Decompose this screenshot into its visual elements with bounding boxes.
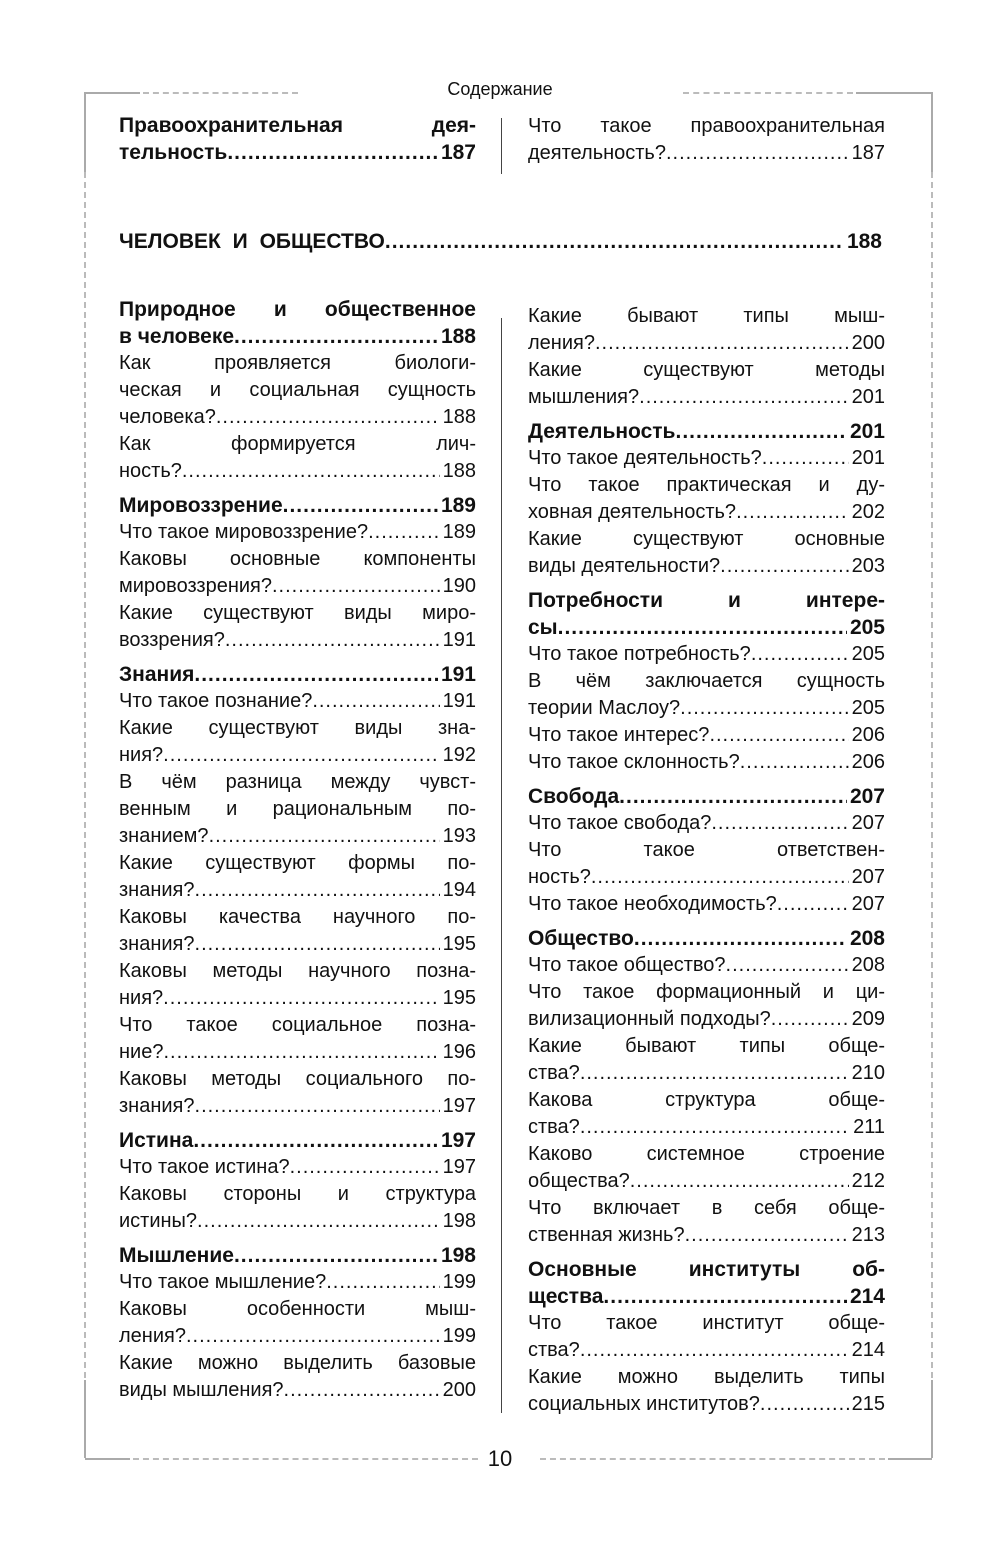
toc-entry[interactable] bbox=[528, 472, 885, 526]
entry-text: Что такое склонность? bbox=[528, 751, 740, 773]
entry-text: Что такое мышление? bbox=[119, 1271, 327, 1293]
entry-text: Что такое потребность? bbox=[528, 643, 751, 665]
toc-entry[interactable] bbox=[528, 641, 885, 668]
dot-leader bbox=[685, 1222, 849, 1249]
entry-last-line bbox=[119, 1093, 476, 1120]
toc-entry[interactable] bbox=[119, 1066, 476, 1120]
dot-leader bbox=[227, 139, 438, 166]
entry-page-number: 207 bbox=[851, 812, 885, 834]
entry-text: Каковы стороны и структура bbox=[119, 1183, 476, 1205]
entry-text: Что такое деятельность? bbox=[528, 447, 762, 469]
entry-last-line bbox=[528, 891, 885, 918]
dot-leader bbox=[195, 877, 440, 904]
entry-text: мышления? bbox=[528, 386, 640, 408]
dot-leader bbox=[751, 641, 849, 668]
entry-text: в человеке bbox=[119, 325, 235, 348]
entry-page-number: 192 bbox=[442, 744, 476, 766]
entry-page-number: 200 bbox=[442, 1379, 476, 1401]
toc-entry[interactable] bbox=[528, 357, 885, 411]
entry-last-line bbox=[119, 492, 476, 519]
entry-last-line bbox=[119, 1208, 476, 1235]
entry-page-number: 214 bbox=[851, 1339, 885, 1361]
toc-entry[interactable] bbox=[119, 850, 476, 904]
entry-text: Мышление bbox=[119, 1244, 234, 1267]
entry-page-number: 188 bbox=[442, 460, 476, 482]
entry-last-line bbox=[119, 742, 476, 769]
entry-last-line bbox=[119, 1377, 476, 1404]
entry-text: Что такое познание? bbox=[119, 690, 313, 712]
entry-text: ховная деятельность? bbox=[528, 501, 737, 523]
toc-heading[interactable] bbox=[119, 296, 476, 350]
entry-last-line bbox=[119, 139, 476, 166]
entry-text: человека? bbox=[119, 406, 216, 428]
entry-last-line bbox=[528, 614, 885, 641]
entry-last-line bbox=[528, 722, 885, 749]
entry-text: В чём разница между чувст- bbox=[119, 771, 476, 793]
entry-text: Как формируется лич- bbox=[119, 433, 476, 455]
entry-last-line bbox=[119, 877, 476, 904]
column-divider bbox=[501, 318, 502, 1413]
entry-last-line bbox=[119, 1127, 476, 1154]
toc-entry[interactable] bbox=[528, 445, 885, 472]
entry-page-number: 197 bbox=[442, 1095, 476, 1117]
entry-text: Каковы особенности мыш- bbox=[119, 1298, 476, 1320]
entry-last-line bbox=[528, 925, 885, 952]
toc-entry[interactable] bbox=[119, 1012, 476, 1066]
entry-page-number: 189 bbox=[442, 521, 476, 543]
entry-text: Природное и общественное bbox=[119, 298, 476, 321]
dot-leader bbox=[777, 891, 849, 918]
entry-text: виды мышления? bbox=[119, 1379, 284, 1401]
entry-text: Какие бывают типы мыш- bbox=[528, 305, 885, 327]
toc-entry[interactable] bbox=[528, 1364, 885, 1418]
dot-leader bbox=[726, 952, 849, 979]
entry-last-line bbox=[528, 1114, 885, 1141]
entry-text: знания? bbox=[119, 879, 195, 901]
dot-leader bbox=[736, 499, 849, 526]
section-title: ЧЕЛОВЕК И ОБЩЕСТВО bbox=[119, 230, 385, 253]
entry-page-number: 207 bbox=[851, 866, 885, 888]
toc-entry[interactable] bbox=[119, 1296, 476, 1350]
section-heading[interactable] bbox=[119, 228, 882, 256]
entry-text: Что такое формационный и ци- bbox=[528, 981, 885, 1003]
entry-text: Знания bbox=[119, 663, 195, 686]
entry-last-line bbox=[528, 384, 885, 411]
toc-entry[interactable] bbox=[119, 600, 476, 654]
entry-text: Свобода bbox=[528, 785, 620, 808]
entry-text: Что такое ответствен- bbox=[528, 839, 885, 861]
entry-text: ния? bbox=[119, 744, 164, 766]
dot-leader bbox=[312, 688, 439, 715]
dot-leader bbox=[639, 384, 848, 411]
entry-page-number: 191 bbox=[442, 629, 476, 651]
entry-text: Каковы методы научного позна- bbox=[119, 960, 476, 982]
entry-page-number: 201 bbox=[851, 447, 885, 469]
dot-leader bbox=[595, 330, 849, 357]
entry-last-line bbox=[119, 985, 476, 1012]
toc-entry[interactable] bbox=[119, 904, 476, 958]
toc-entry[interactable] bbox=[528, 1195, 885, 1249]
toc-entry[interactable] bbox=[528, 526, 885, 580]
toc-entry[interactable] bbox=[528, 1141, 885, 1195]
entry-page-number: 205 bbox=[851, 643, 885, 665]
dot-leader bbox=[234, 323, 438, 350]
dot-leader bbox=[630, 1168, 849, 1195]
toc-entry[interactable] bbox=[528, 979, 885, 1033]
entry-text: Какие существуют основные bbox=[528, 528, 885, 550]
entry-last-line bbox=[528, 1391, 885, 1418]
entry-text: венным и рациональным по- bbox=[119, 798, 476, 820]
toc-entry[interactable] bbox=[119, 1350, 476, 1404]
toc-entry[interactable] bbox=[119, 431, 476, 485]
entry-text: Что такое истина? bbox=[119, 1156, 290, 1178]
entry-text: ность? bbox=[528, 866, 591, 888]
entry-text: Что такое необходимость? bbox=[528, 893, 777, 915]
entry-last-line bbox=[119, 404, 476, 431]
entry-page-number: 205 bbox=[849, 616, 885, 639]
entry-text: Правоохранительная дея- bbox=[119, 114, 476, 137]
entry-text: ность? bbox=[119, 460, 182, 482]
entry-text: ческая и социальная сущность bbox=[119, 379, 476, 401]
dot-leader bbox=[225, 627, 440, 654]
entry-text: Что такое интерес? bbox=[528, 724, 710, 746]
dot-leader bbox=[197, 1208, 440, 1235]
toc-top-right bbox=[528, 113, 885, 167]
entry-last-line bbox=[528, 1222, 885, 1249]
entry-text: Что такое институт обще- bbox=[528, 1312, 885, 1334]
dot-leader bbox=[709, 722, 848, 749]
entry-last-line bbox=[119, 1242, 476, 1269]
entry-last-line bbox=[119, 1154, 476, 1181]
dot-leader bbox=[580, 1337, 849, 1364]
entry-text: сы bbox=[528, 616, 558, 639]
entry-page-number: 206 bbox=[851, 751, 885, 773]
frame-right-border bbox=[931, 92, 933, 1458]
entry-page-number: 195 bbox=[442, 933, 476, 955]
entry-text: Какие существуют виды зна- bbox=[119, 717, 476, 739]
entry-text: ние? bbox=[119, 1041, 164, 1063]
dot-leader bbox=[193, 1127, 438, 1154]
dot-leader bbox=[284, 1377, 440, 1404]
dot-leader bbox=[580, 1114, 850, 1141]
entry-text: Основные институты об- bbox=[528, 1258, 885, 1281]
dot-leader bbox=[711, 810, 848, 837]
toc-heading[interactable] bbox=[119, 1242, 476, 1269]
entry-page-number: 190 bbox=[442, 575, 476, 597]
entry-text: Общество bbox=[528, 927, 634, 950]
entry-page-number: 197 bbox=[440, 1129, 476, 1152]
toc-heading[interactable] bbox=[528, 1256, 885, 1310]
toc-entry[interactable] bbox=[119, 769, 476, 850]
entry-page-number: 198 bbox=[442, 1210, 476, 1232]
entry-last-line bbox=[528, 1337, 885, 1364]
dot-leader bbox=[666, 140, 849, 167]
entry-text: Какие можно выделить базовые bbox=[119, 1352, 476, 1374]
dot-leader bbox=[182, 458, 440, 485]
entry-page-number: 193 bbox=[442, 825, 476, 847]
entry-last-line bbox=[119, 458, 476, 485]
frame-left-border bbox=[84, 92, 86, 1458]
entry-page-number: 214 bbox=[849, 1285, 885, 1308]
dot-leader bbox=[195, 1093, 440, 1120]
entry-last-line bbox=[119, 688, 476, 715]
running-title: Содержание bbox=[441, 79, 558, 99]
entry-page-number: 197 bbox=[442, 1156, 476, 1178]
dot-leader bbox=[740, 749, 849, 776]
dot-leader bbox=[283, 492, 438, 519]
entry-text: Потребности и интере- bbox=[528, 589, 885, 612]
dot-leader bbox=[634, 925, 847, 952]
entry-last-line bbox=[119, 931, 476, 958]
dot-leader bbox=[558, 614, 847, 641]
entry-text: Истина bbox=[119, 1129, 194, 1152]
dot-leader bbox=[720, 553, 848, 580]
toc-entry[interactable] bbox=[119, 1154, 476, 1181]
toc-entry[interactable] bbox=[528, 1033, 885, 1087]
entry-page-number: 189 bbox=[440, 494, 476, 517]
entry-page-number: 196 bbox=[442, 1041, 476, 1063]
dot-leader bbox=[619, 783, 847, 810]
entry-text: ства? bbox=[528, 1062, 580, 1084]
entry-text: Каково системное строение bbox=[528, 1143, 885, 1165]
entry-last-line bbox=[528, 445, 885, 472]
entry-last-line bbox=[528, 553, 885, 580]
entry-text: Каковы методы социального по- bbox=[119, 1068, 476, 1090]
entry-text: Какие существуют методы bbox=[528, 359, 885, 381]
entry-last-line bbox=[528, 641, 885, 668]
toc-entry[interactable] bbox=[528, 952, 885, 979]
toc-heading[interactable] bbox=[119, 661, 476, 688]
entry-page-number: 211 bbox=[853, 1116, 885, 1138]
entry-page-number: 191 bbox=[442, 690, 476, 712]
entry-text: знанием? bbox=[119, 825, 209, 847]
toc-entry[interactable] bbox=[119, 350, 476, 431]
entry-last-line bbox=[528, 864, 885, 891]
entry-text: Что такое практическая и ду- bbox=[528, 474, 885, 496]
entry-text: ства? bbox=[528, 1116, 580, 1138]
dot-leader bbox=[186, 1323, 440, 1350]
toc-entry[interactable] bbox=[119, 715, 476, 769]
entry-text: ления? bbox=[119, 1325, 186, 1347]
entry-last-line bbox=[528, 1283, 885, 1310]
toc-entry[interactable] bbox=[528, 749, 885, 776]
entry-last-line bbox=[528, 783, 885, 810]
toc-entry[interactable] bbox=[528, 810, 885, 837]
entry-text: теории Маслоу? bbox=[528, 697, 681, 719]
toc-heading[interactable] bbox=[528, 783, 885, 810]
toc-entry[interactable] bbox=[119, 519, 476, 546]
entry-text: социальных институтов? bbox=[528, 1393, 760, 1415]
entry-page-number: 195 bbox=[442, 987, 476, 1009]
entry-last-line bbox=[119, 573, 476, 600]
toc-entry[interactable] bbox=[528, 722, 885, 749]
entry-page-number: 194 bbox=[442, 879, 476, 901]
entry-page-number: 201 bbox=[851, 386, 885, 408]
entry-page-number: 207 bbox=[849, 785, 885, 808]
entry-page-number: 188 bbox=[442, 406, 476, 428]
entry-last-line bbox=[528, 140, 885, 167]
section-page: 188 bbox=[846, 230, 882, 253]
toc-entry[interactable] bbox=[528, 1087, 885, 1141]
toc-heading[interactable] bbox=[119, 112, 476, 166]
dot-leader bbox=[603, 1283, 847, 1310]
dot-leader bbox=[234, 1242, 438, 1269]
entry-last-line bbox=[528, 749, 885, 776]
entry-text: Деятельность bbox=[528, 420, 676, 443]
entry-text: ства? bbox=[528, 1339, 580, 1361]
entry-last-line bbox=[528, 418, 885, 445]
entry-text: деятельность? bbox=[528, 142, 666, 164]
toc-entry[interactable] bbox=[528, 113, 885, 167]
entry-text: Какие существуют формы по- bbox=[119, 852, 476, 874]
dot-leader bbox=[216, 404, 440, 431]
entry-text: Мировоззрение bbox=[119, 494, 283, 517]
entry-last-line bbox=[528, 810, 885, 837]
entry-text: тельность bbox=[119, 141, 228, 164]
toc-entry[interactable] bbox=[119, 688, 476, 715]
entry-page-number: 203 bbox=[851, 555, 885, 577]
dot-leader bbox=[194, 661, 438, 688]
dot-leader bbox=[368, 519, 440, 546]
entry-text: Что такое социальное позна- bbox=[119, 1014, 476, 1036]
entry-page-number: 188 bbox=[440, 325, 476, 348]
entry-text: Какова структура обще- bbox=[528, 1089, 885, 1111]
entry-text: вилизационный подходы? bbox=[528, 1008, 771, 1030]
entry-page-number: 198 bbox=[440, 1244, 476, 1267]
entry-text: знания? bbox=[119, 1095, 195, 1117]
entry-page-number: 199 bbox=[442, 1325, 476, 1347]
entry-page-number: 187 bbox=[440, 141, 476, 164]
dot-leader bbox=[272, 573, 440, 600]
entry-page-number: 208 bbox=[849, 927, 885, 950]
entry-text: Что такое правоохранительная bbox=[528, 115, 885, 137]
entry-text: Как проявляется биологи- bbox=[119, 352, 476, 374]
entry-text: Каковы качества научного по- bbox=[119, 906, 476, 928]
entry-text: В чём заключается сущность bbox=[528, 670, 885, 692]
dot-leader bbox=[680, 695, 848, 722]
entry-page-number: 205 bbox=[851, 697, 885, 719]
entry-last-line bbox=[528, 330, 885, 357]
entry-page-number: 201 bbox=[849, 420, 885, 443]
entry-text: ственная жизнь? bbox=[528, 1224, 685, 1246]
dot-leader bbox=[326, 1269, 439, 1296]
entry-page-number: 208 bbox=[851, 954, 885, 976]
entry-last-line bbox=[119, 661, 476, 688]
dot-leader bbox=[760, 1391, 849, 1418]
toc-entry[interactable] bbox=[119, 958, 476, 1012]
entry-last-line bbox=[119, 1039, 476, 1066]
entry-page-number: 199 bbox=[442, 1271, 476, 1293]
toc-top-left bbox=[119, 112, 476, 166]
entry-last-line bbox=[528, 499, 885, 526]
toc-heading[interactable] bbox=[528, 418, 885, 445]
entry-last-line bbox=[119, 519, 476, 546]
entry-page-number: 213 bbox=[851, 1224, 885, 1246]
dot-leader bbox=[163, 1039, 439, 1066]
entry-text: истины? bbox=[119, 1210, 198, 1232]
entry-last-line bbox=[528, 1006, 885, 1033]
toc-entry[interactable] bbox=[528, 891, 885, 918]
entry-text: Что такое мировоззрение? bbox=[119, 521, 369, 543]
entry-text: ления? bbox=[528, 332, 595, 354]
dot-leader bbox=[580, 1060, 849, 1087]
entry-page-number: 215 bbox=[851, 1393, 885, 1415]
dot-leader bbox=[163, 742, 439, 769]
toc-entry[interactable] bbox=[528, 303, 885, 357]
entry-page-number: 206 bbox=[851, 724, 885, 746]
toc-entry[interactable] bbox=[119, 1181, 476, 1235]
entry-last-line bbox=[119, 1269, 476, 1296]
toc-entry[interactable] bbox=[528, 837, 885, 891]
entry-page-number: 187 bbox=[851, 142, 885, 164]
entry-last-line bbox=[119, 1323, 476, 1350]
toc-entry[interactable] bbox=[119, 1269, 476, 1296]
entry-text: Какие существуют виды миро- bbox=[119, 602, 476, 624]
toc-left-column bbox=[119, 296, 476, 1404]
entry-page-number: 209 bbox=[851, 1008, 885, 1030]
entry-page-number: 202 bbox=[851, 501, 885, 523]
entry-text: Каковы основные компоненты bbox=[119, 548, 476, 570]
entry-last-line bbox=[528, 952, 885, 979]
entry-last-line bbox=[528, 1060, 885, 1087]
entry-last-line bbox=[119, 627, 476, 654]
entry-page-number: 212 bbox=[851, 1170, 885, 1192]
entry-text: общества? bbox=[528, 1170, 630, 1192]
entry-last-line bbox=[528, 695, 885, 722]
entry-text: Что такое свобода? bbox=[528, 812, 712, 834]
entry-text: знания? bbox=[119, 933, 195, 955]
entry-text: виды деятельности? bbox=[528, 555, 721, 577]
dot-leader bbox=[771, 1006, 849, 1033]
entry-text: Что включает в себя обще- bbox=[528, 1197, 885, 1219]
entry-last-line bbox=[119, 823, 476, 850]
dot-leader bbox=[195, 931, 440, 958]
entry-text: Какие бывают типы обще- bbox=[528, 1035, 885, 1057]
dot-leader bbox=[209, 823, 440, 850]
toc-right-column bbox=[528, 303, 885, 1418]
entry-page-number: 191 bbox=[440, 663, 476, 686]
toc-heading[interactable] bbox=[119, 1127, 476, 1154]
toc-entry[interactable] bbox=[528, 1310, 885, 1364]
dot-leader bbox=[385, 228, 844, 256]
entry-text: мировоззрения? bbox=[119, 575, 272, 597]
entry-page-number: 207 bbox=[851, 893, 885, 915]
dot-leader bbox=[675, 418, 846, 445]
entry-text: Какие можно выделить типы bbox=[528, 1366, 885, 1388]
page-number: 10 bbox=[478, 1446, 522, 1471]
dot-leader bbox=[762, 445, 849, 472]
entry-last-line bbox=[119, 323, 476, 350]
toc-entry[interactable] bbox=[119, 546, 476, 600]
toc-heading[interactable] bbox=[528, 925, 885, 952]
entry-text: Что такое общество? bbox=[528, 954, 726, 976]
entry-text: ния? bbox=[119, 987, 164, 1009]
toc-heading[interactable] bbox=[119, 492, 476, 519]
toc-entry[interactable] bbox=[528, 668, 885, 722]
column-divider bbox=[501, 118, 502, 174]
entry-page-number: 200 bbox=[851, 332, 885, 354]
entry-text: щества bbox=[528, 1285, 604, 1308]
entry-text: воззрения? bbox=[119, 629, 225, 651]
dot-leader bbox=[591, 864, 849, 891]
entry-page-number: 210 bbox=[851, 1062, 885, 1084]
entry-last-line bbox=[528, 1168, 885, 1195]
dot-leader bbox=[163, 985, 439, 1012]
toc-heading[interactable] bbox=[528, 587, 885, 641]
dot-leader bbox=[290, 1154, 440, 1181]
